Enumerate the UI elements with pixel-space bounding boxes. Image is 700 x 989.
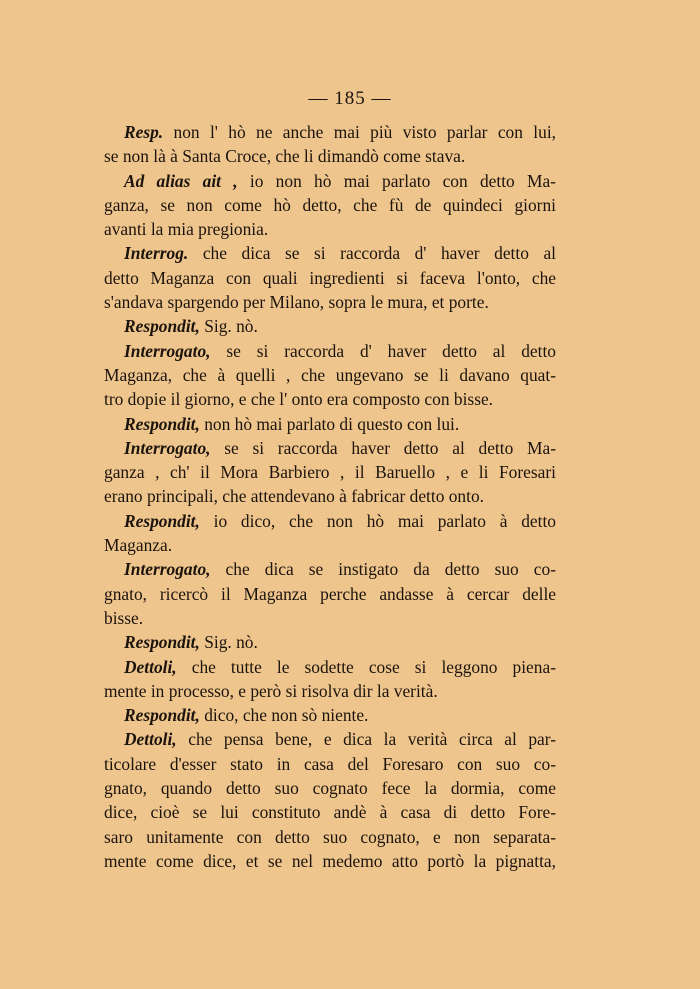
text-line [104,752,556,776]
text-line [104,727,556,751]
text-line [104,144,556,168]
line-text: Sig. nò. [199,316,258,337]
line-text: io non hò mai parlato con detto Ma- [237,170,556,191]
text-line [104,193,556,217]
text-line [104,120,556,144]
text-line [104,290,556,314]
line-text: gnato, quando detto suo cognato fece la dormia, come [104,778,556,799]
speaker-label: Interrogato, [124,437,211,458]
text-line [104,606,556,630]
line-text: se non là à Santa Croce, che li dimandò come stava. [104,146,466,167]
line-text: Maganza, che à quelli , che ungevano se li davano quat- [104,364,556,385]
line-text: detto Maganza con quali ingredienti si faceva l'onto, che [104,267,556,288]
line-text: io dico, che non hò mai parlato à detto [199,510,556,531]
speaker-label: Respondit, [124,705,200,726]
speaker-label: Interrogato, [124,559,211,580]
line-text: ticolare d'esser stato in casa del Foresaro con suo co- [104,753,556,774]
text-line [104,776,556,800]
text-line [104,169,556,193]
speaker-label: Respondit, [124,632,200,653]
line-text: se si raccorda haver detto al detto Ma- [210,437,556,458]
line-text: che dica se si raccorda d' haver detto al [188,243,556,264]
line-text: se si raccorda d' haver detto al detto [210,340,556,361]
line-text: ganza , ch' il Mora Barbiero , il Baruello , e li Foresari [104,462,556,483]
line-text: erano principali, che attendevano à fabricar detto onto. [104,486,485,507]
line-text: gnato, ricercò il Maganza perche andasse à cercar delle [104,583,556,604]
text-line [104,266,556,290]
speaker-label: Interrogato, [124,340,211,361]
text-line [104,655,556,679]
speaker-label: Dettoli, [124,656,177,677]
text-line [104,630,556,654]
text-line [104,484,556,508]
text-line [104,387,556,411]
line-text: dico, che non sò niente. [199,705,369,726]
line-text: ganza, se non come hò detto, che fù de quindeci giorni [104,194,556,215]
text-line [104,363,556,387]
text-line [104,800,556,824]
text-line [104,849,556,873]
line-text: che pensa bene, e dica la verità circa al par- [176,729,556,750]
text-line [104,241,556,265]
line-text: Maganza. [104,535,173,556]
speaker-label: Resp. [124,122,164,142]
line-text: dice, cioè se lui constituto andè à casa di detto Fore- [104,802,556,823]
text-line [104,703,556,727]
line-text: che dica se instigato da detto suo co- [210,559,556,580]
line-text: s'andava spargendo per Milano, sopra le mura, et porte. [104,292,489,313]
page-body-text [104,120,556,873]
line-text: avanti la mia pregionia. [104,219,269,240]
text-line [104,557,556,581]
speaker-label: Dettoli, [124,729,177,750]
text-line [104,436,556,460]
line-text: saro unitamente con detto suo cognato, e non separata- [104,826,556,847]
speaker-label: Ad alias ait , [124,170,238,191]
text-line [104,339,556,363]
text-line [104,533,556,557]
text-line [104,679,556,703]
line-text: tro dopie il giorno, e che l' onto era composto con bisse. [104,389,494,410]
line-text: mente in processo, e però si risolva dir la verità. [104,680,438,701]
speaker-label: Respondit, [124,413,200,434]
line-text: Sig. nò. [199,632,258,653]
speaker-label: Interrog. [124,243,189,264]
line-text: bisse. [104,607,144,628]
text-line [104,412,556,436]
page-number: — 185 — [308,88,392,109]
text-line [104,217,556,241]
text-line [104,582,556,606]
line-text: non l' hò ne anche mai più visto parlar con lui, [163,122,556,142]
speaker-label: Respondit, [124,316,200,337]
text-line [104,509,556,533]
text-line [104,314,556,338]
line-text: mente come dice, et se nel medemo atto portò la pignatta, [104,850,556,871]
speaker-label: Respondit, [124,510,200,531]
line-text: non hò mai parlato di questo con lui. [199,413,460,434]
text-line [104,460,556,484]
line-text: che tutte le sodette cose si leggono piena- [176,656,556,677]
text-line [104,825,556,849]
